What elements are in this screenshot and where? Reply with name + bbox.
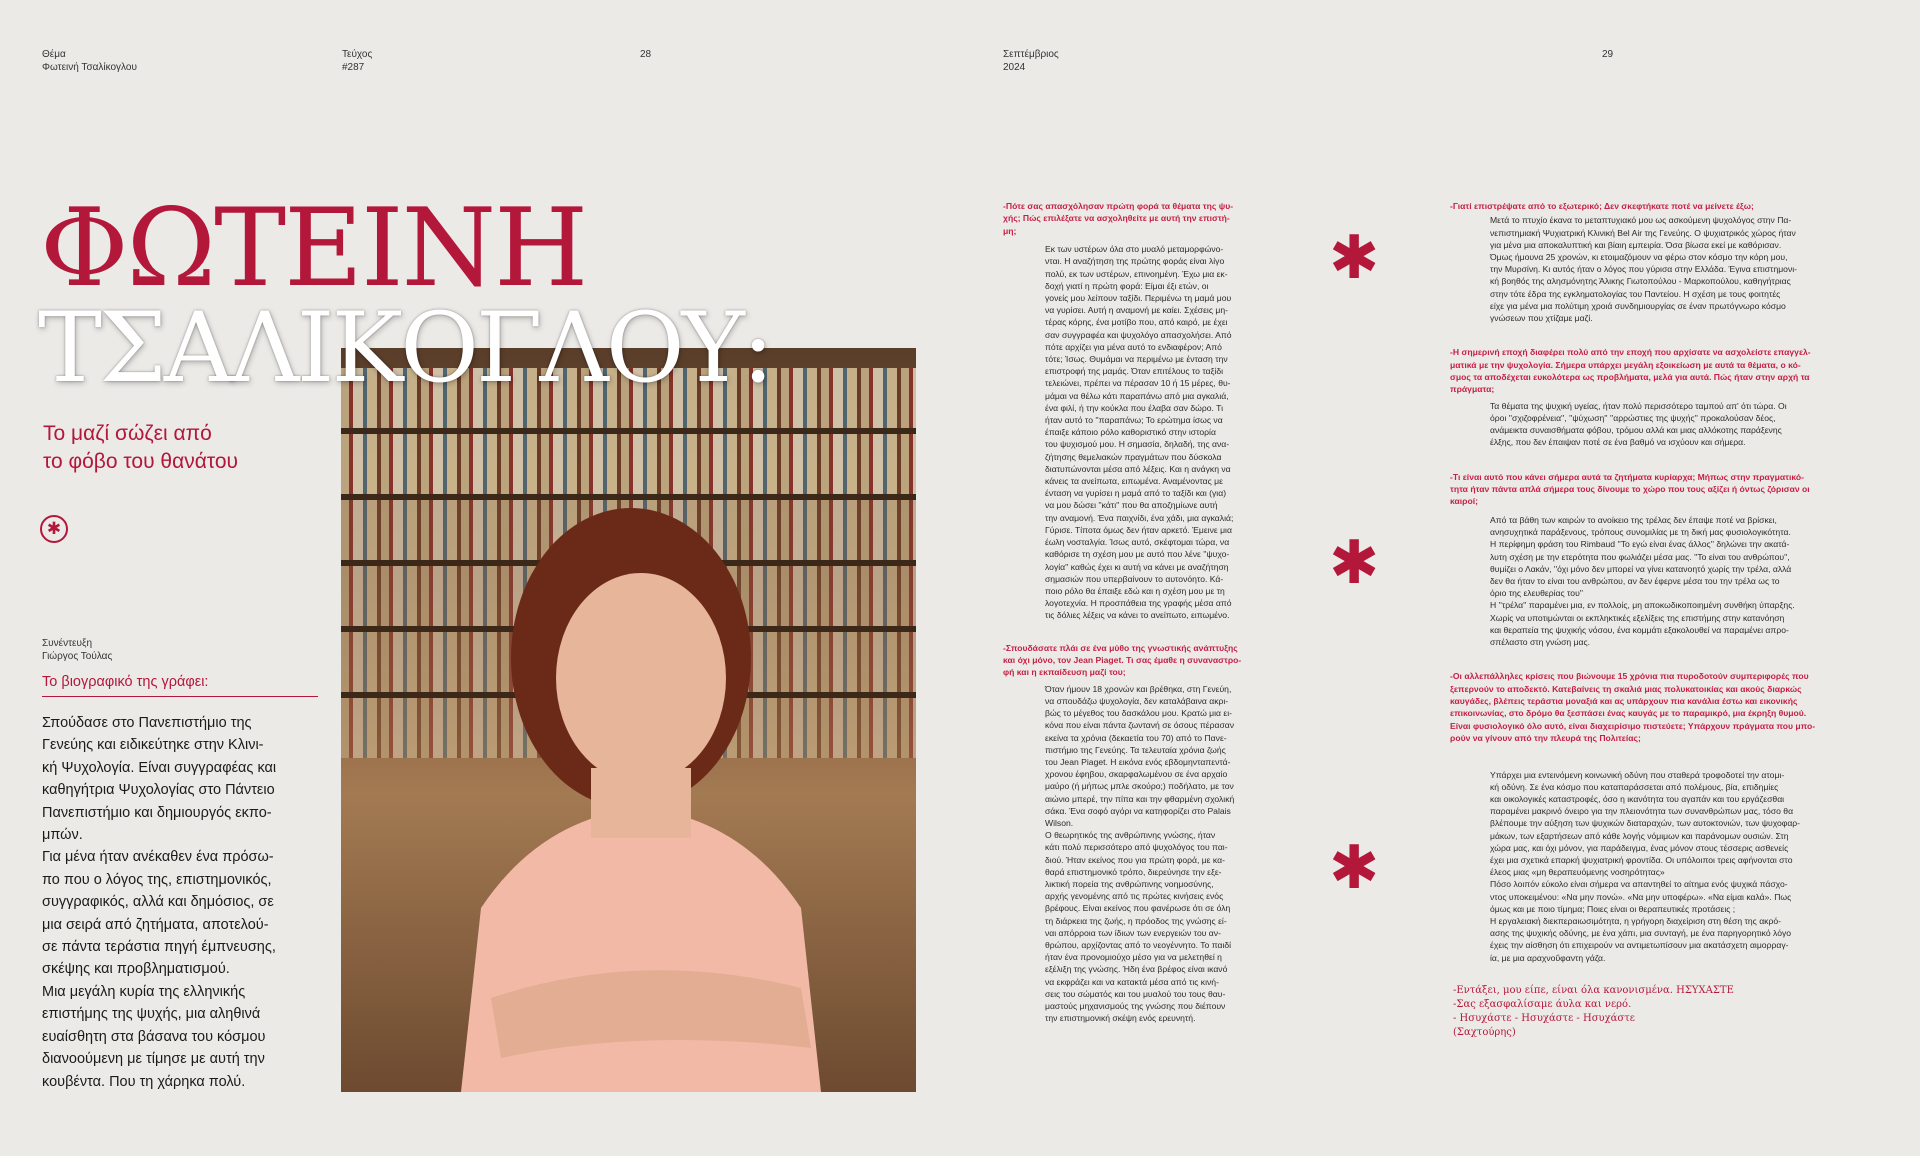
interview-label: Συνέντευξη (42, 638, 93, 649)
year-value: 2024 (1003, 62, 1026, 73)
column-1 (1003, 200, 1283, 1024)
question-5: -Τι είναι αυτό που κάνει σήμερα αυτά τα ζητήματα κυρίαρχα; Μήπως στην πραγματικό- τητα ήταν πάντα απλά σήμερα τους δίνουμε το χώρο που τους αξίζει ή όντως ζόρισαν οι καιροί; (1450, 471, 1810, 507)
header-section (42, 48, 137, 74)
subtitle: Το μαζί σώζει από το φόβο του θανάτου (43, 422, 239, 473)
asterisk-icon: ✱ (1329, 528, 1380, 598)
question-2: -Σπουδάσατε πλάι σε ένα μύθο της γνωστικής ανάπτυξης και όχι μόνο, τον Jean Piaget. Τι σας έμαθε η συναναστρο- φή και η εκπαίδευση μαζί του; (1003, 642, 1242, 678)
portrait-photo (341, 348, 916, 1092)
page-number-left: 28 (640, 49, 652, 60)
question-6: -Οι αλλεπάλληλες κρίσεις που βιώνουμε 15 χρόνια πια πυροδοτούν συμπεριφορές που ξεπερνούν το αποδεκτό. Κατεβαίνεις τη σκαλιά μιας πολυκατοικίας και ακούς διαρκώς καυγάδες, βλέπεις τεράστια μοναξιά και ας υπάρχουν πια κανάλια έστω και εικονικής επικοινωνίας, στο δρόμο θα ξεσπάσει ένας καυγάς με το παραμικρό, μια έκρηξη θυμού. Είναι φυσιολογικό όλο αυτό, είναι διαχειρίσιμο πιστεύετε; Υπάρχουν πράγματα που μπο- ρούν να γίνουν από την πλευρά της Πολιτείας; (1450, 671, 1816, 744)
month-label: Σεπτέμβριος (1003, 49, 1059, 60)
neck (591, 768, 691, 838)
face (556, 573, 726, 783)
section-value: Φωτεινή Τσαλίκογλου (42, 62, 137, 73)
question-3: -Γιατί επιστρέψατε από το εξωτερικό; Δεν σκεφτήκατε ποτέ να μείνετε έξω; (1450, 201, 1754, 211)
page-number-right: 29 (1602, 49, 1614, 60)
answer-1: Εκ των υστέρων όλα στο μυαλό μεταμορφώνο- νται. Η αναζήτηση της πρώτης φοράς είναι λίγο πολύ, εκ των υστέρων, επινοημένη. Έχω μια εκ- δοχή γιατί η πρώτη φορά: Είμαι έξι ετών, οι γονείς μου λείπουν ταξίδι. Περιμένω τη μαμά μου να γυρίσει. Αυτή η αναμονή με καίει. Σχέσεις μη- τέρας κόρης, ένα μοτίβο που, από καιρό, με έχει σαν συγγραφέα και ψυχολόγο απασχολήσει. Από πότε αρχίζει για μένα αυτό το ενδιαφέρον; Από τότε; Ίσως. Θυμάμαι να περιμένω με ένταση την επιστροφή της μαμάς. Όταν επιτέλους το ταξίδι τελειώνει, πρέπει να πέρασαν 10 ή 15 μέρες, θυ- μάμαι να θέλω κάτι παραπάνω από μια αγκαλιά, ένα φιλί, ή την κούκλα που έλαβα σαν δώρο. Τι ήταν αυτό το ''παραπάνω; Το ερώτημα ίσως να έπαιξε κάποιο ρόλο καθοριστικό στην ιστορία του ψυχισμού μου. Η σημασία, δηλαδή, της ανα- ζήτησης θεμελιακών πραγμάτων που δύσκολα διατυπώνονται μέσα από λέξεις. Και η ανάγκη να κάνεις τα ανείπωτα, ειπωμένα. Αναμένοντας με ένταση να γυρίσει η μαμά από το ταξίδι και (για) να μου δώσει ''κάτι'' που θα αποζημίωνε αυτή την αναμονή. Ένα παιχνίδι, ένα χάδι, μια αγκαλιά; Γύρισε. Τίποτα όμως δεν ήταν αρκετό. Έμεινε μια έωλη νοσταλγία. Ίσως αυτό, σκέφτομαι τώρα, να καθόρισε τη σχέση μου με αυτό που λένε ''ψυχο- λογία'' καθώς έχει κι αυτή να κάνει με αναζήτηση σημασιών που υπερβαίνουν το αυτονόητο. Κά- ποιο ρόλο θα έπαιξε εδώ και η σχέση μου με τη λογοτεχνία. Η προσπάθεια της γραφής μέσα από τις δόλιες λέξεις να κάνει το ανείπωτο, ειπωμένο. (1045, 244, 1234, 621)
bio-heading: Το βιογραφικό της γράφει: (42, 674, 318, 697)
credits (42, 637, 112, 663)
star-badge-icon: ✱ (40, 515, 68, 543)
question-1: -Πότε σας απασχόλησαν πρώτη φορά τα θέματα της ψυ- χής; Πώς επιλέξατε να ασχοληθείτε με αυτή την επιστή- μη; (1003, 201, 1234, 236)
closing-quote: -Εντάξει, μου είπε, είναι όλα κανονισμένα. ΗΣΥΧΑΣΤΕ -Σας εξασφαλίσαμε άυλα και νερό. - Ησυχάστε - Ησυχάστε - Ησυχάστε (Σαχτούρης) (1453, 984, 1734, 1038)
header-date (1003, 48, 1059, 74)
question-4: -Η σημερινή εποχή διαφέρει πολύ από την εποχή που αρχίσατε να ασχολείστε επαγγελ- ματικά με την ψυχολογία. Σήμερα υπάρχει μεγάλη εξοικείωση με αυτά τα θέματα, ο κό- σμος τα αποδέχεται ευκολότερα ως προβλήματα, μελά για αυτά. Πώς ήταν στην αρχή τα πράγματα; (1450, 347, 1811, 395)
answer-5: Από τα βάθη των καιρών το ανοίκειο της τρέλας δεν έπαψε ποτέ να βρίσκει, ανησυχητικά παράξενους, τρόπους συνομιλίας με τη δική μας φυσιολογικότητα. Η περίφημη φράση του Rimbaud ''Το εγώ είναι ένας άλλος'' δηλώνει την ακατά- λυτη σχέση με την ετερότητα που φωλιάζει μέσα μας. ''Το είναι του ανθρώπου'', θυμίζει ο Λακάν, ''όχι μόνο δεν μπορεί να γίνει κατανοητό χωρίς την τρέλα, αλλά δεν θα ήταν το είναι του ανθρώπου, αν δεν έφερνε μέσα του την τρέλα ως το όριο της ελευθερίας του'' Η ''τρέλα'' παραμένει μια, εν πολλοίς, μη αποκωδικοποιημένη συνθήκη ύπαρξης. Χωρίς να υποτιμώνται οι εκπληκτικές εξελίξεις της επιστήμης στην κατανόηση και θεραπεία της ψυχικής νόσου, ένα κομμάτι εξακολουθεί να παραμένει απρο- σπέλαστο στη γνώση μας. (1490, 514, 1795, 647)
interview-name: Γιώργος Τούλας (42, 651, 113, 662)
header-issue (342, 48, 372, 74)
column-2 (1450, 200, 1880, 1040)
issue-label: Τεύχος (342, 49, 373, 60)
answer-6: Υπάρχει μια εντεινόμενη κοινωνική οδύνη που σταθερά τροφοδοτεί την ατομι- κή οδύνη. Σε ένα κόσμο που καταπαράσσεται από πολέμους, βία, επιδημίες και οικολογικές καταστροφές, όσο η ικανότητα του αγαπάν και του εργάζεσθαι παραμένει μακρινό όνειρο για την πλειονότητα των συνανθρώπων μας, τόσο θα βλέπουμε την αύξηση των ψυχικών διαταραχών, των αυτοκτονιών, των ψυχοφαρ- μάκων, των εξαρτήσεων από κάθε λογής νόμιμων και παράνομων ουσιών. Στη χώρα μας, και όχι μόνον, για παράδειγμα, ένας μόνον στους τέσσερις ασθενείς έχει μια σχετικά επαρκή ψυχιατρική φροντίδα. Οι υπόλοιποι τρεις αφήνονται στο έλεος μιας «μη θεραπευόμενης νοσηρότητας» Πόσο λοιπόν εύκολο είναι σήμερα να απαντηθεί το αίτημα ενός ψυχικά πάσχο- ντος υποκειμένου: «Να μην πονώ». «Να μην υποφέρω». «Να είμαι καλά». Πως όμως και με ποιο τίμημα; Ποιες είναι οι θεραπευτικές προτάσεις ; Η εργαλειακή διεκπεραιωσιμότητα, η γρήγορη διαχείριση στη θέση της ακρό- ασης της ψυχικής οδύνης, με ένα χάπι, μια συνταγή, με ένα παρηγορητικό λόγο έχεις την αίσθηση ότι επιχειρούν να αντιμετωπίσουν μια ακατάσχετη αιμορραγ- ία, με μια αραχνοΰφαντη γάζα. (1490, 769, 1801, 963)
answer-3: Μετά το πτυχίο έκανα το μεταπτυχιακό μου ως ασκούμενη ψυχολόγος στην Πα- νεπιστημιακή Ψυχιατρική Κλινική Bel Air της Γενεύης. Ο ψυχιατρικός χώρος ήταν για μένα μια αποκαλυπτική και βίαιη εμπειρία. Όσα βίωσα εκεί με καθόρισαν. Όμως ήμουνα 25 χρονών, κι ετοιμαζόμουν να φέρω στον κόσμο την κόρη μου, την Μυρσίνη. Κι αυτός ήταν ο λόγος που γύρισα στην Ελλάδα. Έγινα επιστημονι- κή βοηθός της αλησμόνητης Άλικης Γιωτοπούλου - Μαρκοπούλου, καθηγήτριας στην τότε έδρα της εγκληματολογίας του Παντείου. Η σχέση με τους φοιτητές είχε για μένα μια πολύτιμη χροιά συνδημιουργίας σε έναν πρωτόγνωρο κόσμο γνώσεων που χτίζαμε μαζί. (1490, 215, 1798, 324)
asterisk-icon: ✱ (1329, 833, 1380, 903)
title-last-name: ΤΣΑΛΙΚΟΓΛΟΥ: (38, 292, 772, 404)
title-first-name: ΦΩΤΕΙΝΗ (40, 186, 587, 311)
bio-text: Σπούδασε στο Πανεπιστήμιο της Γενεύης και ειδικεύτηκε στην Κλινι- κή Ψυχολογία. Είναι συγγραφέας και καθηγήτρια Ψυχολογίας στο Πάντειο Πανεπιστήμιο και δημιουργός εκπο- μπών. Για μένα ήταν ανέκαθεν ένα πρόσω- πο που ο λόγος της, επιστημονικός, συγγραφικός, αλλά και δημόσιος, σε μια σειρά από ζητήματα, αποτελού- σε πάντα τεράστια πηγή έμπνευσης, σκέψης και προβληματισμού. Μια μεγάλη κυρία της ελληνικής επιστήμης της ψυχής, μια αληθινά ευαίσθητη στα βάσανα του κόσμου διανοούμενη με τίμησε με αυτή την κουβέντα. Που τη χάρηκα πολύ. (42, 715, 277, 1090)
section-label: Θέμα (42, 49, 66, 60)
asterisk-icon: ✱ (1329, 223, 1380, 293)
answer-2: Όταν ήμουν 18 χρονών και βρέθηκα, στη Γενεύη, να σπουδάζω ψυχολογία, δεν καταλάβαινα ακρι- βώς το μέγεθος του δασκάλου μου. Κρατώ μια ει- κόνα που είναι πάντα ζωντανή σε όσους πέρασαν εκείνα τα χρόνια (δεκαετία του 70) από το Πανε- πιστήμιο της Γενεύης. Τα τελευταία χρόνια ζωής του Jean Piaget. Η εικόνα ενός εβδομηνταπεντά- χρονου έφηβου, σκαρφαλωμένου σε ένα αρχαίο μαύρο (ή μήπως μπλε σκούρο;) ποδήλατο, με τον αιώνιο μπερέ, την πίπα και την φθαρμένη σχολική σάκα. Ένα σοφό αγόρι να κατηφορίζει στο Palais Wilson. Ο θεωρητικός της ανθρώπινης γνώσης, ήταν κάτι πολύ περισσότερο από ψυχολόγος του παι- διού. Ήταν εκείνος που για πρώτη φορά, με κα- θαρά επιστημονικό τρόπο, διερεύνησε την εξε- λικτική πορεία της ανθρώπινης νοημοσύνης, αρχής γενομένης από τις πρώτες κινήσεις ενός βρέφους. Είναι εκείνος που φανέρωσε ότι σε όλη τη διάρκεια της ζωής, η πρόοδος της γνώσης εί- ναι απόρροια των ίδιων των ενεργειών του αν- θρώπου, αρχίζοντας από το νεογέννητο. Το παιδί ήταν ένα προνομιούχο μέσο για να μελετηθεί η εξέλιξη της γνώσης. Ήδη ένα βρέφος είναι ικανό να εκφράζει και να κατακτά μέσα από τις κινή- σεις του σώματός και του μυαλού του τους θαυ- μαστούς μηχανισμούς της γνώσης που διέπουν την επιστημονική σκέψη ενός ερευνητή. (1045, 683, 1235, 1024)
portrait-figure (341, 348, 916, 1092)
answer-4: Τα θέματα της ψυχική υγείας, ήταν πολύ περισσότερο ταμπού απ' ότι τώρα. Οι όροι ''σχιζοφρένεια'', ''ψύχωση'' ''αρρώστιες της ψυχής'' προκαλούσαν δέος, ανάμεικτα συναισθήματα φόβου, τρόμου αλλά και μιας αλλόκοτης παράξενης έλξης, που δεν έπαιψαν ποτέ σε ένα βαθμό να ισχύουν και σήμερα. (1490, 400, 1787, 448)
issue-value: #287 (342, 62, 365, 73)
